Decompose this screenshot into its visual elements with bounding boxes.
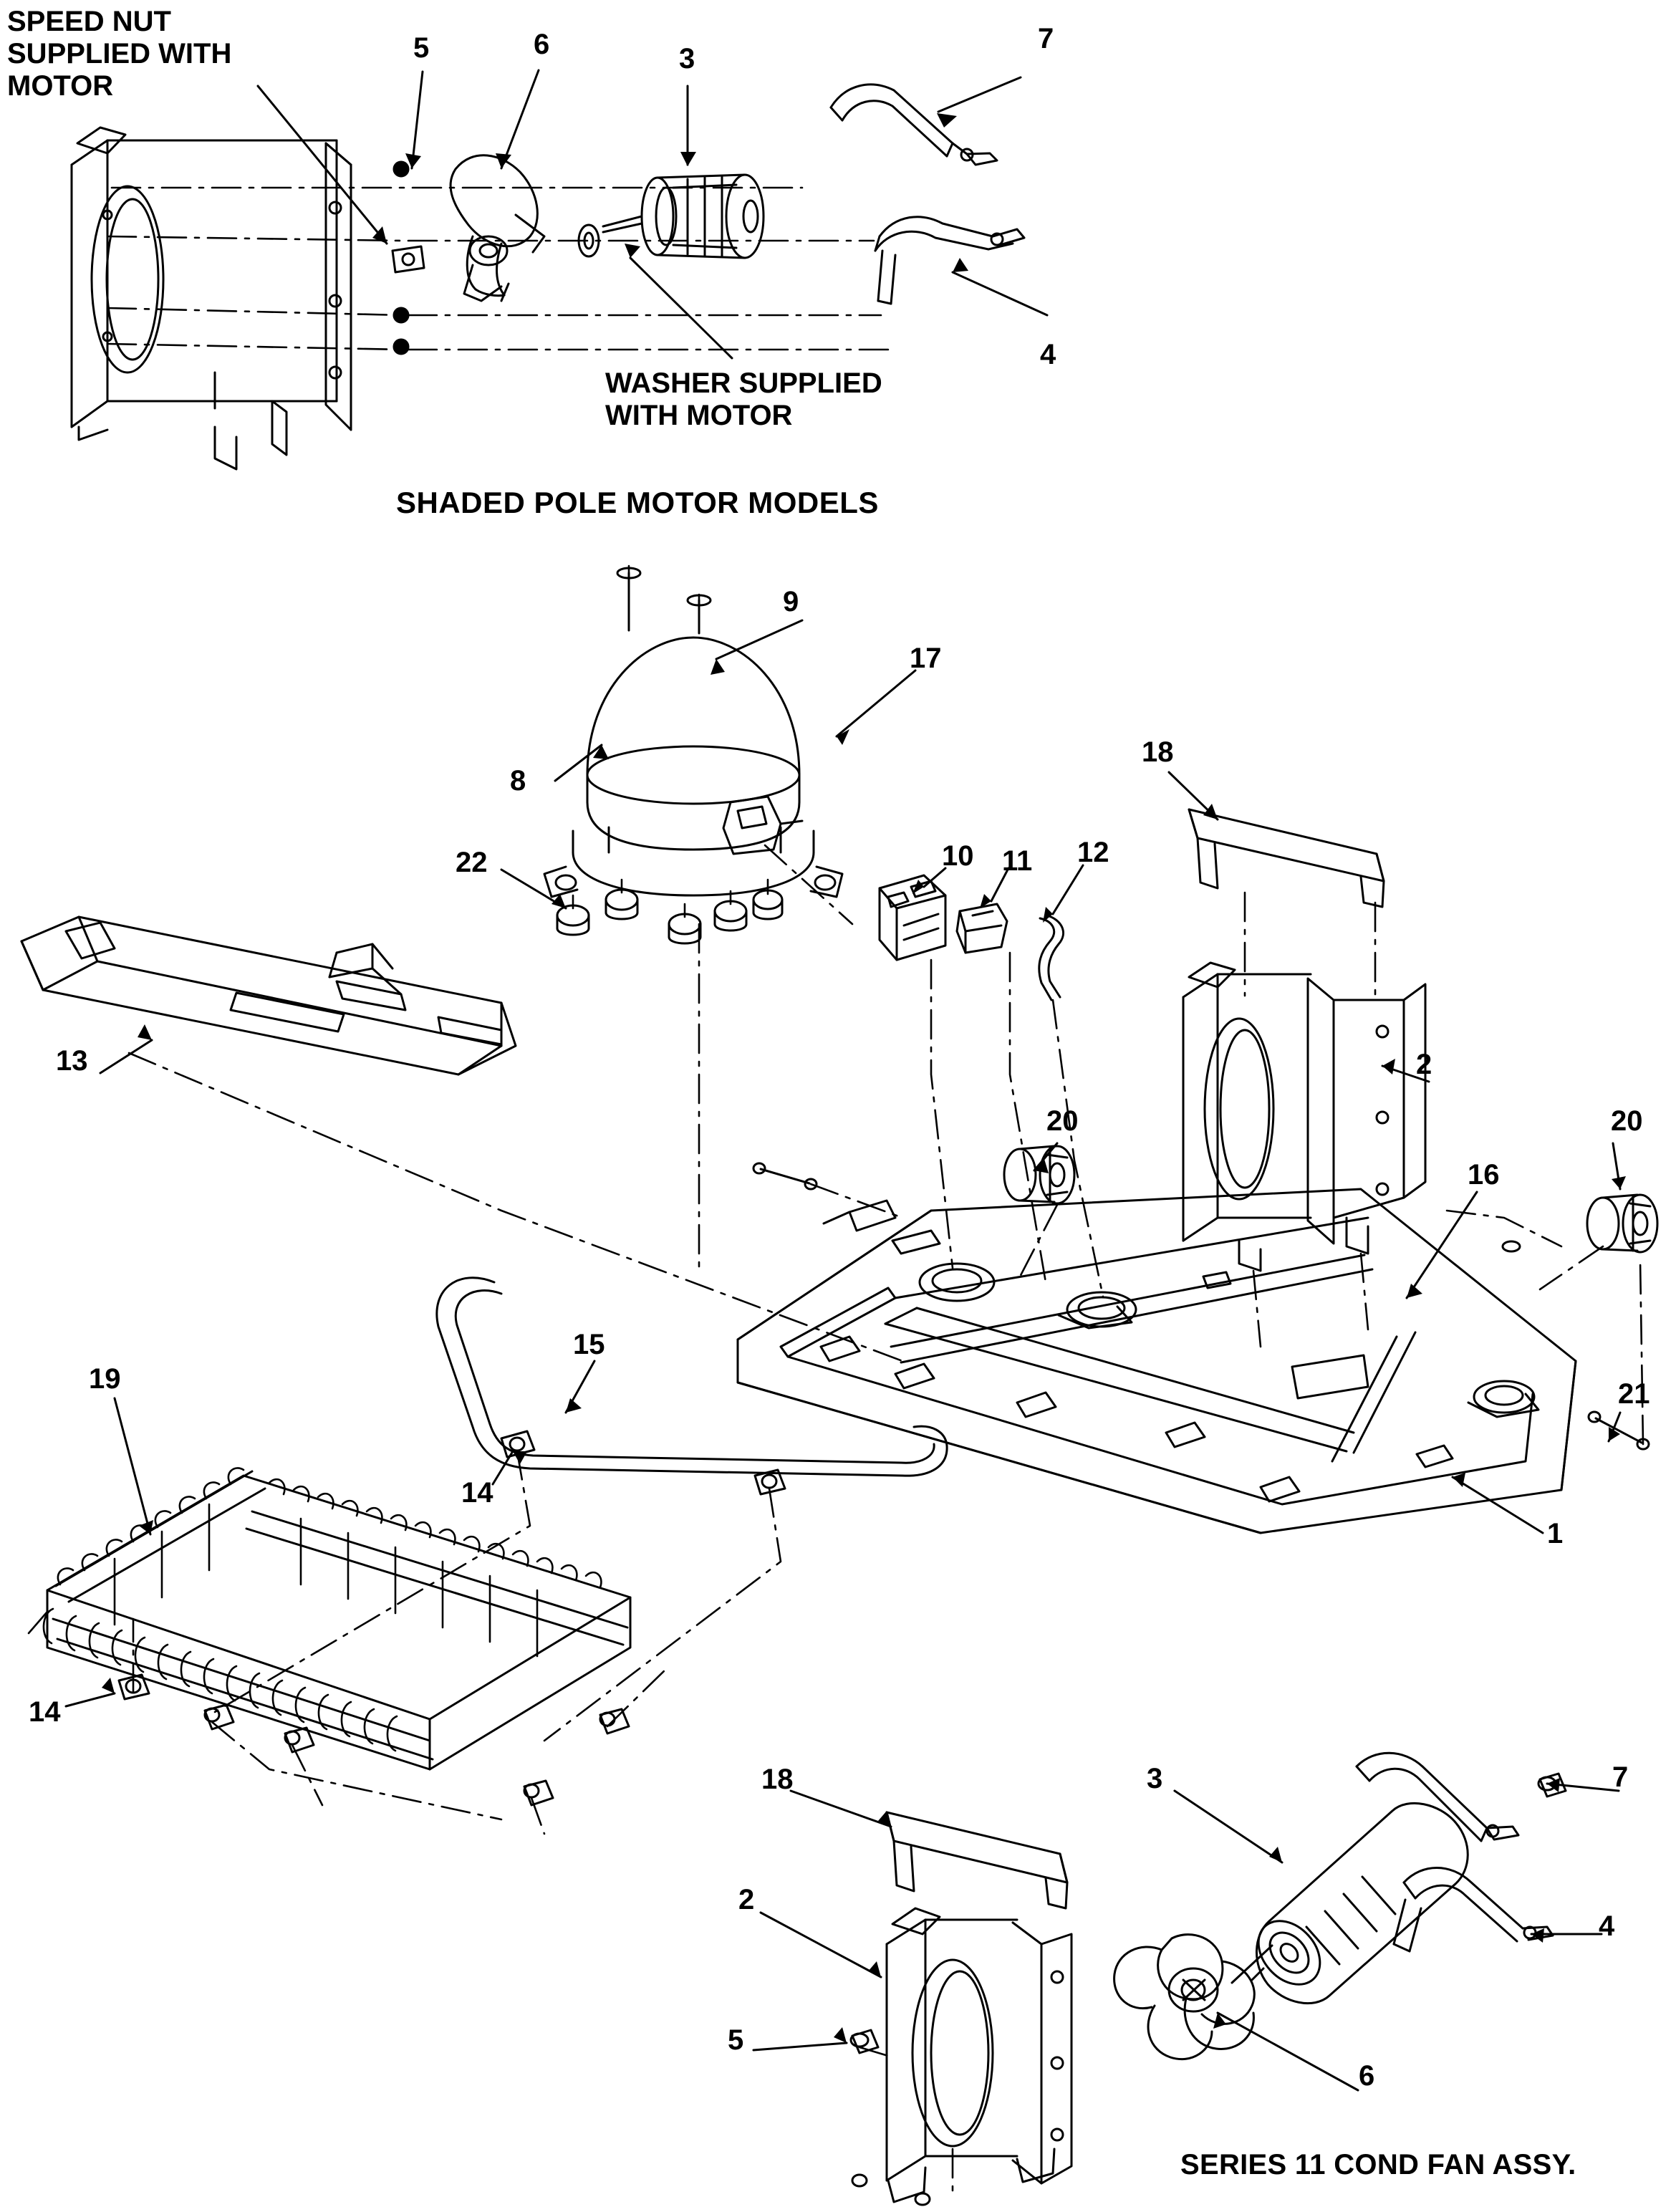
callout-2-middle: 2 xyxy=(1416,1049,1432,1080)
top-shroud-assembly xyxy=(72,128,351,469)
callout-1: 1 xyxy=(1547,1518,1564,1549)
bracket-part-7-bottom xyxy=(1357,1753,1566,1841)
callout-3-bottom: 3 xyxy=(1147,1763,1163,1794)
callout-15: 15 xyxy=(573,1329,605,1360)
heading-shaded-pole-motor-models: SHADED POLE MOTOR MODELS xyxy=(396,486,879,519)
callout-13: 13 xyxy=(56,1045,88,1077)
condenser-coil-part-19 xyxy=(44,1468,630,1805)
callout-5-top: 5 xyxy=(413,32,430,64)
callout-4-top: 4 xyxy=(1040,339,1056,370)
callout-7-top: 7 xyxy=(1038,23,1054,54)
fan-part-20-left xyxy=(1004,1146,1074,1203)
relay-part-10 xyxy=(880,875,945,960)
callout-12: 12 xyxy=(1077,837,1109,868)
bracket-part-4-bottom xyxy=(1394,1868,1553,1952)
fan-blade-part-6 xyxy=(451,155,544,301)
callout-16: 16 xyxy=(1468,1159,1500,1191)
callout-21: 21 xyxy=(1618,1378,1650,1410)
series11-shroud-part-2 xyxy=(851,1908,1071,2205)
callout-3-top: 3 xyxy=(679,43,695,74)
drip-tray-part-13 xyxy=(21,917,516,1074)
note-washer: WASHER SUPPLIED WITH MOTOR xyxy=(605,367,882,431)
note-speed-nut: SPEED NUT SUPPLIED WITH MOTOR xyxy=(7,6,232,102)
series11-motor-assembly xyxy=(1114,1753,1566,2059)
callout-20-right: 20 xyxy=(1611,1105,1643,1137)
callout-19: 19 xyxy=(89,1363,121,1395)
callout-20-left: 20 xyxy=(1046,1105,1079,1137)
callout-11: 11 xyxy=(1002,845,1033,877)
fan-shroud-part-2 xyxy=(1183,963,1425,1271)
callout-7-bottom: 7 xyxy=(1612,1761,1629,1793)
callout-6-top: 6 xyxy=(534,29,550,60)
bracket-part-18-middle xyxy=(1189,809,1384,907)
callout-18-middle: 18 xyxy=(1142,736,1174,768)
clip-part-12 xyxy=(1039,915,1064,1000)
callout-2-bottom: 2 xyxy=(738,1884,755,1915)
rod-left xyxy=(753,1163,817,1189)
callout-9: 9 xyxy=(783,586,799,617)
callout-5-bottom: 5 xyxy=(728,2024,744,2056)
callout-22: 22 xyxy=(456,847,488,878)
callout-17: 17 xyxy=(910,643,942,674)
speed-nut-part-5 xyxy=(392,246,424,272)
bracket-part-18-bottom xyxy=(887,1812,1067,1908)
callout-4-bottom: 4 xyxy=(1599,1910,1615,1942)
base-pan-part-1 xyxy=(738,1189,1576,1533)
callout-14-lower: 14 xyxy=(29,1696,61,1728)
bracket-part-4 xyxy=(875,217,1024,304)
grommets-part-22 xyxy=(557,890,782,943)
heading-series-11-cond-fan-assy: SERIES 11 COND FAN ASSY. xyxy=(1180,2149,1576,2180)
callout-6-bottom: 6 xyxy=(1359,2060,1375,2092)
fan-blade-part-6-bottom xyxy=(1114,1935,1255,2059)
callout-10: 10 xyxy=(942,840,974,872)
tube-part-15 xyxy=(437,1278,947,1476)
callout-8: 8 xyxy=(510,765,526,797)
callout-14-upper: 14 xyxy=(461,1477,493,1509)
fan-part-20-right xyxy=(1587,1195,1657,1252)
callout-18-bottom: 18 xyxy=(761,1764,794,1795)
overload-part-11 xyxy=(957,904,1007,953)
